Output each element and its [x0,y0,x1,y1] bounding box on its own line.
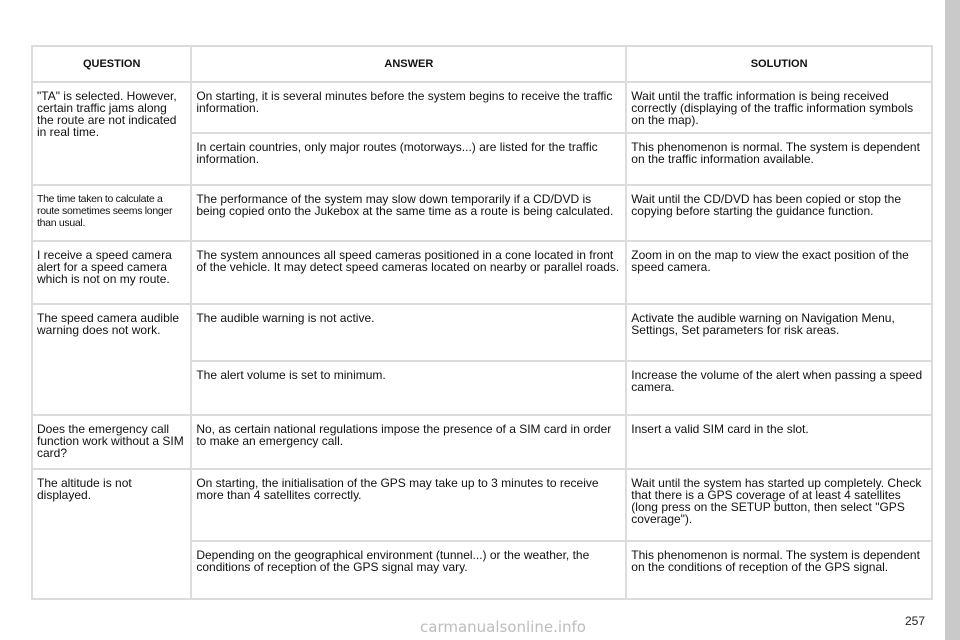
answer-text: Depending on the geographical environment (tunnel...) or the weather, the conditions of reception of the GPS signal may vary. [196,548,590,574]
question-text: I receive a speed camera alert for a speed camera which is not on my route. [37,248,172,286]
answer-text: The alert volume is set to minimum. [196,368,386,382]
solution-text: This phenomenon is normal. The system is dependent on the traffic information available. [631,140,920,166]
answer-text: The performance of the system may slow down temporarily if a CD/DVD is being copied onto the Jukebox at the same time as a route is being calculated. [196,192,614,218]
answer-cell [192,242,625,303]
answer-cell [192,305,625,360]
solution-text: Increase the volume of the alert when passing a speed camera. [631,368,923,394]
solution-text: Wait until the CD/DVD has been copied or stop the copying before starting the guidance function. [631,192,901,218]
answer-cell [192,134,625,184]
answer-cell [192,542,625,598]
solution-text: This phenomenon is normal. The system is dependent on the conditions of reception of the GPS signal. [631,548,920,574]
answer-text: The audible warning is not active. [196,311,375,325]
question-text: The time taken to calculate a route sometimes seems longer than usual. [37,193,173,229]
answer-text: In certain countries, only major routes (motorways...) are listed for the traffic information. [196,140,598,166]
header-question: QUESTION [33,47,190,81]
question-cell [33,470,190,598]
solution-cell [627,305,931,360]
answer-cell [192,186,625,240]
table-row [33,416,931,468]
solution-cell [627,542,931,598]
answer-cell [192,470,625,540]
solution-cell [627,242,931,303]
answer-text: No, as certain national regulations impose the presence of a SIM card in order to make an emergency call. [196,422,612,448]
question-cell [33,242,190,303]
faq-table-wrapper [31,45,933,600]
question-text: The altitude is not displayed. [37,476,132,502]
solution-cell [627,362,931,414]
solution-text: Wait until the system has started up completely. Check that there is a GPS coverage of at least 4 satellites (long press on the SETUP button, then select "GPS coverage"). [631,476,922,526]
solution-text: Activate the audible warning on Navigation Menu, Settings, Set parameters for risk areas. [631,311,895,337]
question-cell [33,83,190,184]
solution-cell [627,416,931,468]
question-text: Does the emergency call function work without a SIM card? [37,422,184,460]
page-number: 257 [905,614,926,628]
table-row [33,186,931,240]
question-cell [33,416,190,468]
question-text: "TA" is selected. However, certain traffic jams along the route are not indicated in real time. [37,89,177,139]
solution-cell [627,470,931,540]
solution-cell [627,83,931,132]
answer-text: On starting, it is several minutes before the system begins to receive the traffic information. [196,89,613,115]
question-cell [33,305,190,414]
question-text: The speed camera audible warning does not work. [37,311,180,337]
solution-text: Wait until the traffic information is being received correctly (displaying of the traffic information symbols on the map). [631,89,914,127]
solution-text: Zoom in on the map to view the exact position of the speed camera. [631,248,909,274]
table-row [33,83,931,132]
answer-cell [192,83,625,132]
table-row [33,242,931,303]
solution-cell [627,186,931,240]
table-row [33,470,931,540]
answer-cell [192,416,625,468]
faq-table [31,45,933,600]
watermark-text: carmanualsonline.info [420,618,586,636]
question-cell [33,186,190,240]
answer-cell [192,362,625,414]
answer-text: The system announces all speed cameras positioned in a cone located in front of the vehicle. It may detect speed cameras located on nearby or parallel roads. [196,248,620,274]
page-side-bar [945,0,960,640]
table-header-row [33,47,931,81]
solution-cell [627,134,931,184]
table-row [33,305,931,360]
header-solution: SOLUTION [627,47,931,81]
header-answer: ANSWER [192,47,625,81]
answer-text: On starting, the initialisation of the GPS may take up to 3 minutes to receive more than 4 satellites correctly. [196,476,599,502]
solution-text: Insert a valid SIM card in the slot. [631,422,809,436]
